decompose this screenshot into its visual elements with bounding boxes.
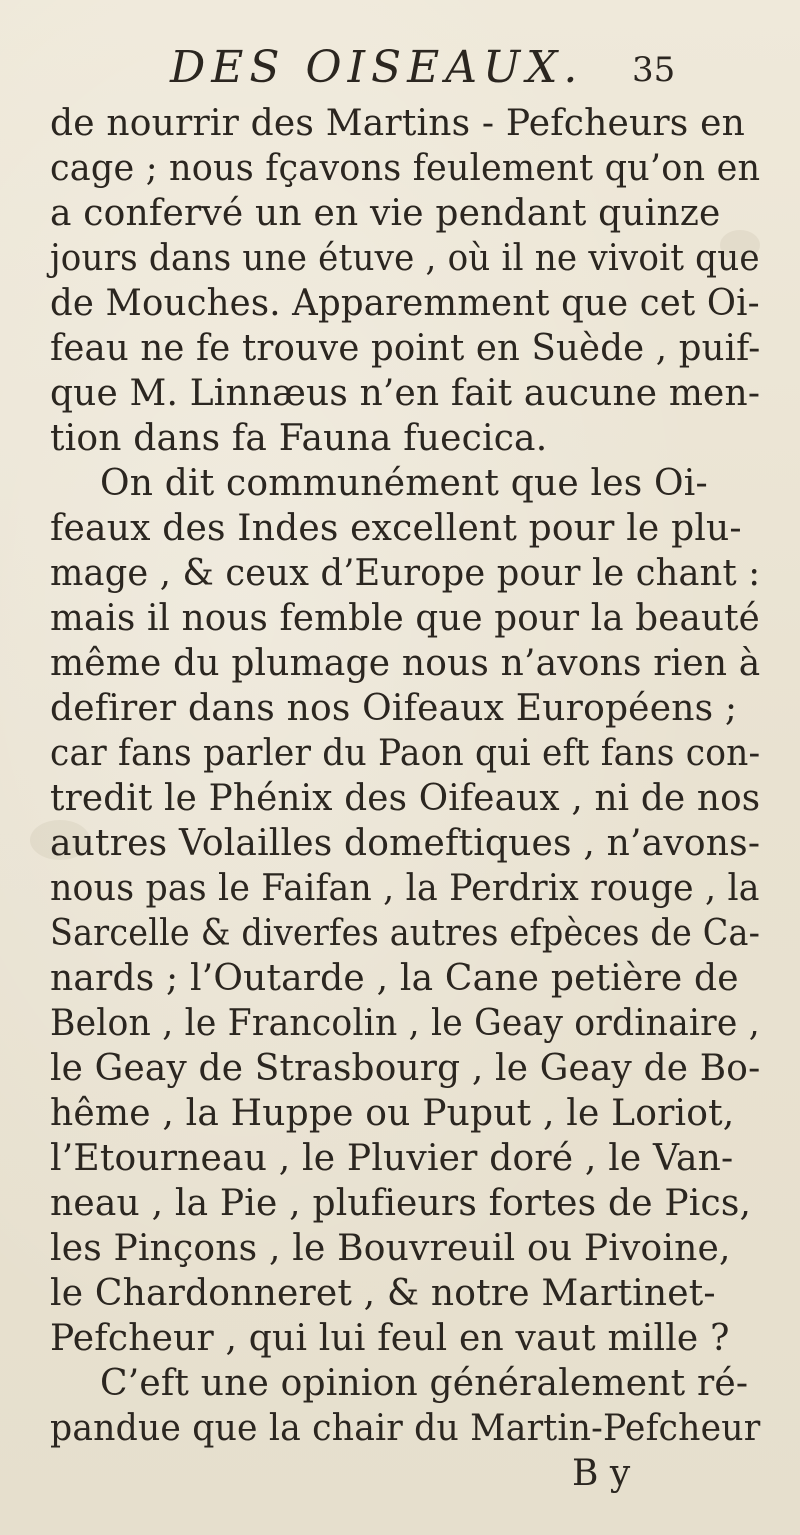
text-line: autres Volailles domeftiques , n’avons- (50, 823, 761, 864)
text-line: C’eft une opinion généralement ré- (100, 1363, 749, 1404)
text-line: tredit le Phénix des Oifeaux , ni de nos (50, 778, 761, 819)
text-line: Belon , le Francolin , le Geay ordinaire , (50, 1003, 760, 1044)
catchword: B y (572, 1453, 631, 1494)
text-line: même du plumage nous n’avons rien à (50, 643, 761, 684)
text-line: defirer dans nos Oifeaux Européens ; (50, 688, 738, 729)
text-line: feaux des Indes excellent pour le plu- (50, 508, 742, 549)
text-line: tion dans fa Fauna fuecica. (50, 418, 548, 459)
page-number: 35 (632, 50, 676, 90)
text-line: de Mouches. Apparemment que cet Oi- (50, 283, 760, 324)
text-line: que M. Linnæus n’en fait aucune men- (50, 373, 761, 414)
text-line: mage , & ceux d’Europe pour le chant : (50, 553, 761, 594)
text-line: les Pinçons , le Bouvreuil ou Pivoine, (50, 1228, 731, 1269)
text-line: Sarcelle & diverfes autres efpèces de Ca- (50, 913, 761, 954)
text-line: feau ne fe trouve point en Suède , puif- (50, 328, 761, 369)
text-line: cage ; nous fçavons feulement qu’on en (50, 148, 761, 189)
text-line: l’Etourneau , le Pluvier doré , le Van- (50, 1138, 734, 1179)
text-line: jours dans une étuve , où il ne vivoit que (50, 238, 760, 279)
text-line: pandue que la chair du Martin-Pefcheur (50, 1408, 761, 1449)
text-line: de nourrir des Martins - Pefcheurs en (50, 103, 746, 144)
text-line: nards ; l’Outarde , la Cane petière de (50, 958, 739, 999)
text-line: a confervé un en vie pendant quinze (50, 193, 721, 234)
text-line: neau , la Pie , plufieurs fortes de Pics, (50, 1183, 752, 1224)
text-line: hême , la Huppe ou Puput , le Loriot, (50, 1093, 735, 1134)
text-line: le Geay de Strasbourg , le Geay de Bo- (50, 1048, 761, 1089)
text-line: On dit communément que les Oi- (100, 463, 708, 504)
text-line: Pefcheur , qui lui feul en vaut mille ? (50, 1318, 730, 1359)
text-line: car fans parler du Paon qui eft fans con- (50, 733, 761, 774)
running-title: DES OISEAUX. (170, 42, 584, 93)
text-line: nous pas le Faifan , la Perdrix rouge , la (50, 868, 760, 909)
text-line: le Chardonneret , & notre Martinet- (50, 1273, 716, 1314)
text-line: mais il nous femble que pour la beauté (50, 598, 760, 639)
page-header (0, 40, 800, 96)
